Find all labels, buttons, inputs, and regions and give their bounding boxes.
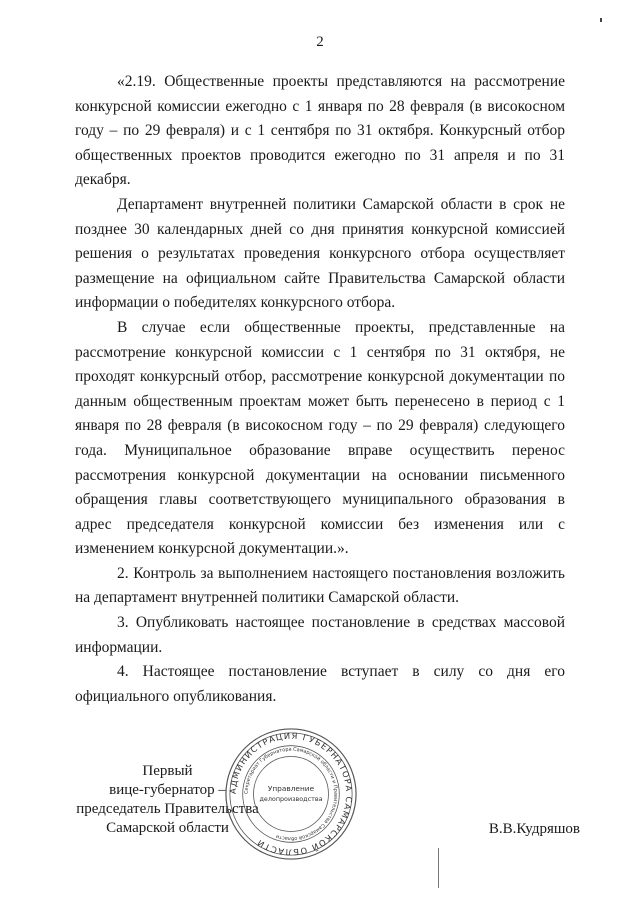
paragraph-department: Департамент внутренней политики Самарской области в срок не позднее 30 календарных дней со дня принятия конкурсной комиссией решения о результатах проведения конкурсного отбора осуществляет размещение на официальном сайте Правительства Самарской области информации о победителях конкурсного отбора. xyxy=(75,195,565,312)
signatory-title-line: председатель Правительства xyxy=(76,801,259,817)
paragraph-effect: 4. Настоящее постановление вступает в силу со дня его официального опубликования. xyxy=(75,663,565,705)
scan-mark xyxy=(600,18,602,22)
signatory-title-line: вице-губернатор – xyxy=(109,782,226,798)
signatory-title-line: Первый xyxy=(142,763,193,779)
paragraph-2-19: «2.19. Общественные проекты представляются на рассмотрение конкурсной комиссии ежегодно с 1 января по 28 февраля (в високосном году – по 29 февраля) и с 1 сентября по 31 октября. Конкурсный отбор общественных проектов проводится ежегодно по 31 апреля и по 31 декабря. xyxy=(75,73,565,189)
paragraph-transfer: В случае если общественные проекты, представленные на рассмотрение конкурсной комиссии с 1 сентября по 31 октября, не проходят конкурсный отбор, рассмотрение конкурсной документации по данным общественным проектам может быть перенесено в период с 1 января по 28 февраля (в високосном году – по 29 февраля) следующего года. Муниципальное образование вправе осуществить перенос рассмотрения конкурсной документации на основании письменного обращения главы соответствующего муниципального образования в адрес председателя конкурсной комиссии без изменения или с изменением конкурсной документации.». xyxy=(75,318,565,558)
signatory-title-line: Самарской области xyxy=(106,820,229,836)
page-number: 2 xyxy=(316,34,324,50)
scan-line xyxy=(438,848,439,888)
stamp-seal-icon xyxy=(222,725,360,863)
svg-text:Управление: Управление xyxy=(267,784,315,794)
official-stamp xyxy=(222,725,360,863)
document-body xyxy=(75,70,565,709)
svg-text:делопроизводства: делопроизводства xyxy=(259,794,323,803)
svg-text:АДМИНИСТРАЦИЯ ГУБЕРНАТОРА САМА: АДМИНИСТРАЦИЯ ГУБЕРНАТОРА САМАРСКОЙ ОБЛАСТИ xyxy=(227,730,355,858)
svg-text:Секретариат Губернатора Самарс: Секретариат Губернатора Самарской области и Правительства Самарской области xyxy=(243,746,339,842)
signatory-name: В.В.Кудряшов xyxy=(488,821,580,837)
paragraph-publish: 3. Опубликовать настоящее постановление в средствах массовой информации. xyxy=(75,614,565,656)
paragraph-control: 2. Контроль за выполнением настоящего постановления возложить на департамент внутренней политики Самарской области. xyxy=(75,564,565,607)
